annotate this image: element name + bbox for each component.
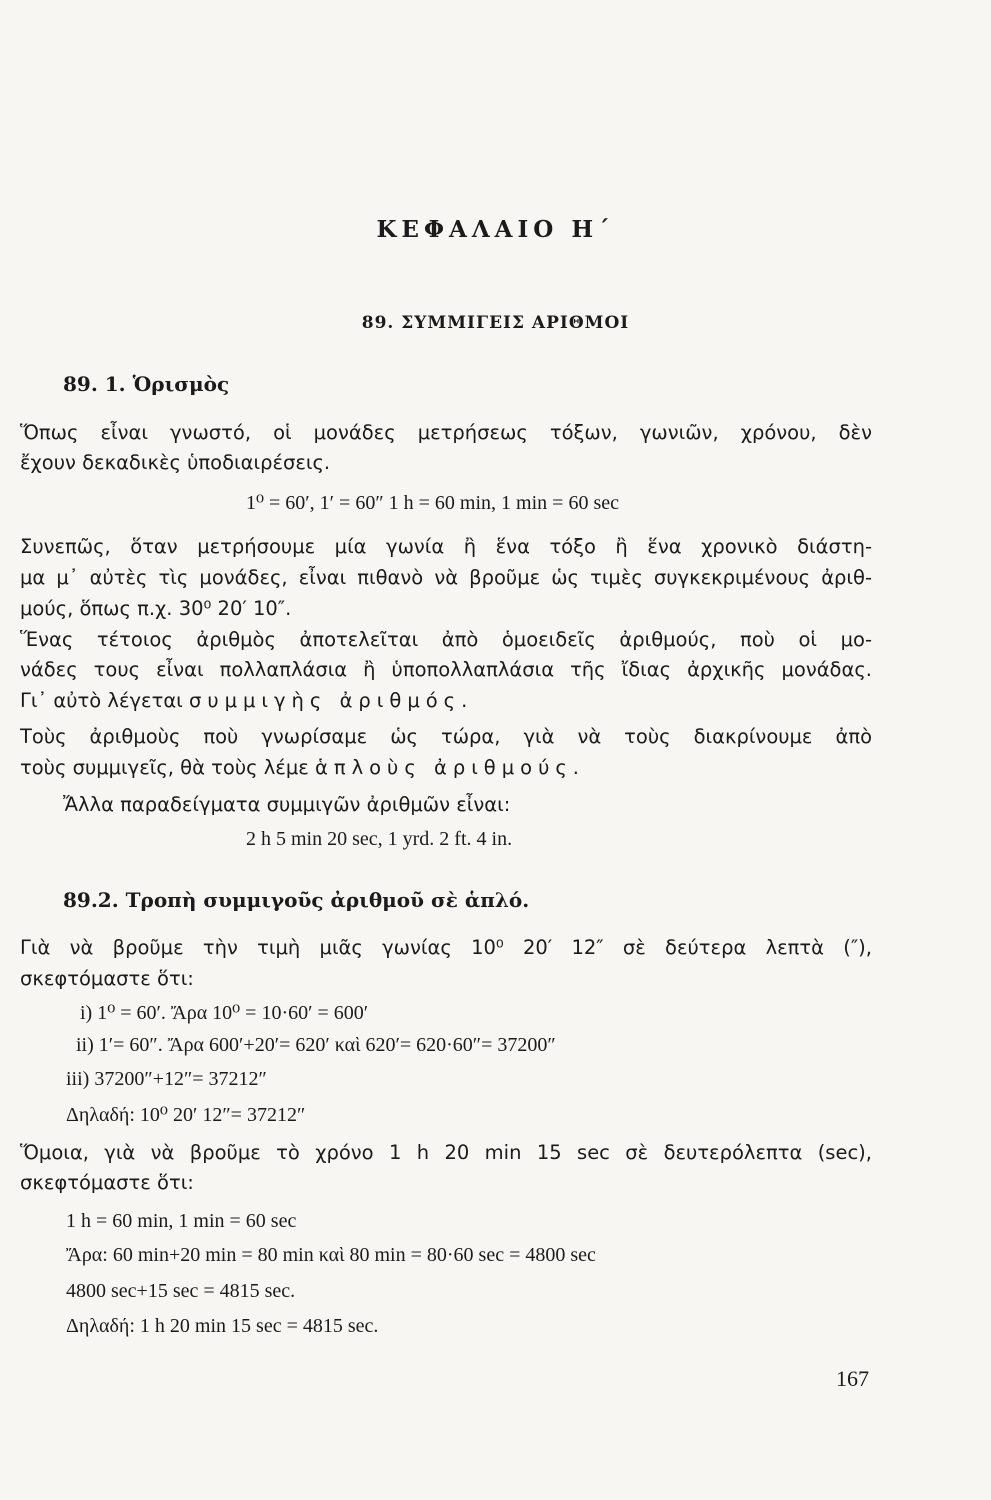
text-run: Γι᾽ αὐτὸ λέγεται: [20, 689, 189, 712]
paragraph-line: σκεφτόμαστε ὅτι:: [20, 1171, 194, 1194]
paragraph-line: ἔχουν δεκαδικὲς ὑποδιαιρέσεις.: [20, 451, 331, 474]
equation-units: 1⁰ = 60′, 1′ = 60″ 1 h = 60 min, 1 min = 60 sec: [246, 492, 619, 514]
paragraph-line: [20, 753, 585, 783]
subsection-heading-1: [63, 372, 229, 396]
paragraph-line: Ὅμοια, γιὰ νὰ βροῦμε τὸ χρόνο 1 h 20 min 15 sec σὲ δευτερόλεπτα (sec),: [20, 1141, 872, 1164]
subsection-number: 89.2.: [63, 888, 119, 912]
chapter-title: ΚΕΦΑΛΑΙΟ Η΄: [376, 216, 615, 243]
term-mixed-number: συμμιγὴς ἀριθμός.: [188, 689, 474, 712]
paragraph-line: Γιὰ νὰ βροῦμε τὴν τιμὴ μιᾶς γωνίας 10⁰ 20′ 12″ σὲ δεύτερα λεπτὰ (″),: [20, 936, 872, 959]
paragraph-line: Τοὺς ἀριθμοὺς ποὺ γνωρίσαμε ὡς τώρα, γιὰ νὰ τοὺς διακρίνουμε ἀπὸ: [20, 725, 872, 748]
step-line: 4800 sec+15 sec = 4815 sec.: [66, 1280, 296, 1302]
text-run: τοὺς συμμιγεῖς, θὰ τοὺς λέμε: [20, 756, 315, 779]
result-line: Δηλαδή: 1 h 20 min 15 sec = 4815 sec.: [66, 1315, 379, 1337]
term-simple-number: ἁπλοὺς ἀριθμούς.: [314, 756, 585, 779]
paragraph-line: Ὅπως εἶναι γνωστό, οἱ μονάδες μετρήσεως τόξων, γωνιῶν, χρόνου, δὲν: [20, 421, 872, 444]
paragraph-line: Ἕνας τέτοιος ἀριθμὸς ἀποτελεῖται ἀπὸ ὁμοειδεῖς ἀριθμούς, ποὺ οἱ μο-: [20, 628, 872, 651]
step-line: iii) 37200″+12″= 37212″: [66, 1068, 267, 1090]
paragraph-line: νάδες τους εἶναι πολλαπλάσια ἢ ὑποπολλαπλάσια τῆς ἴδιας ἀρχικῆς μονάδας.: [20, 658, 872, 681]
equation-examples: 2 h 5 min 20 sec, 1 yrd. 2 ft. 4 in.: [246, 828, 513, 850]
paragraph-line: μα μ᾽ αὐτὲς τὶς μονάδες, εἶναι πιθανὸ νὰ βροῦμε ὡς τιμὲς συγκεκριμένους ἀριθ-: [20, 566, 872, 589]
paragraph-line: Ἄλλα παραδείγματα συμμιγῶν ἀριθμῶν εἶναι:: [63, 793, 511, 816]
page-number: 167: [836, 1366, 869, 1391]
subsection-number: 89. 1.: [63, 372, 126, 396]
step-line: i) 1⁰ = 60′. Ἄρα 10⁰ = 10·60′ = 600′: [80, 1002, 369, 1024]
step-line: 1 h = 60 min, 1 min = 60 sec: [66, 1210, 297, 1232]
section-title: 89. ΣΥΜΜΙΓΕΙΣ ΑΡΙΘΜΟΙ: [361, 313, 630, 333]
result-line: Δηλαδή: 10⁰ 20′ 12″= 37212″: [66, 1104, 306, 1126]
paragraph-line: Συνεπῶς, ὅταν μετρήσουμε μία γωνία ἢ ἕνα τόξο ἢ ἕνα χρονικὸ διάστη-: [20, 535, 872, 558]
step-line: Ἄρα: 60 min+20 min = 80 min καὶ 80 min = 80·60 sec = 4800 sec: [66, 1244, 596, 1266]
subsection-heading-2: [63, 888, 529, 912]
paragraph-line: σκεφτόμαστε ὅτι:: [20, 967, 194, 990]
paragraph-line: μούς, ὅπως π.χ. 30⁰ 20′ 10″.: [20, 597, 292, 620]
step-line: ii) 1′= 60″. Ἄρα 600′+20′= 620′ καὶ 620′= 620·60″= 37200″: [76, 1034, 556, 1056]
subsection-title: Τροπὴ συμμιγοῦς ἀριθμοῦ σὲ ἁπλό.: [125, 888, 530, 912]
subsection-title: Ὁρισμὸς: [132, 372, 230, 396]
paragraph-line: [20, 686, 473, 716]
